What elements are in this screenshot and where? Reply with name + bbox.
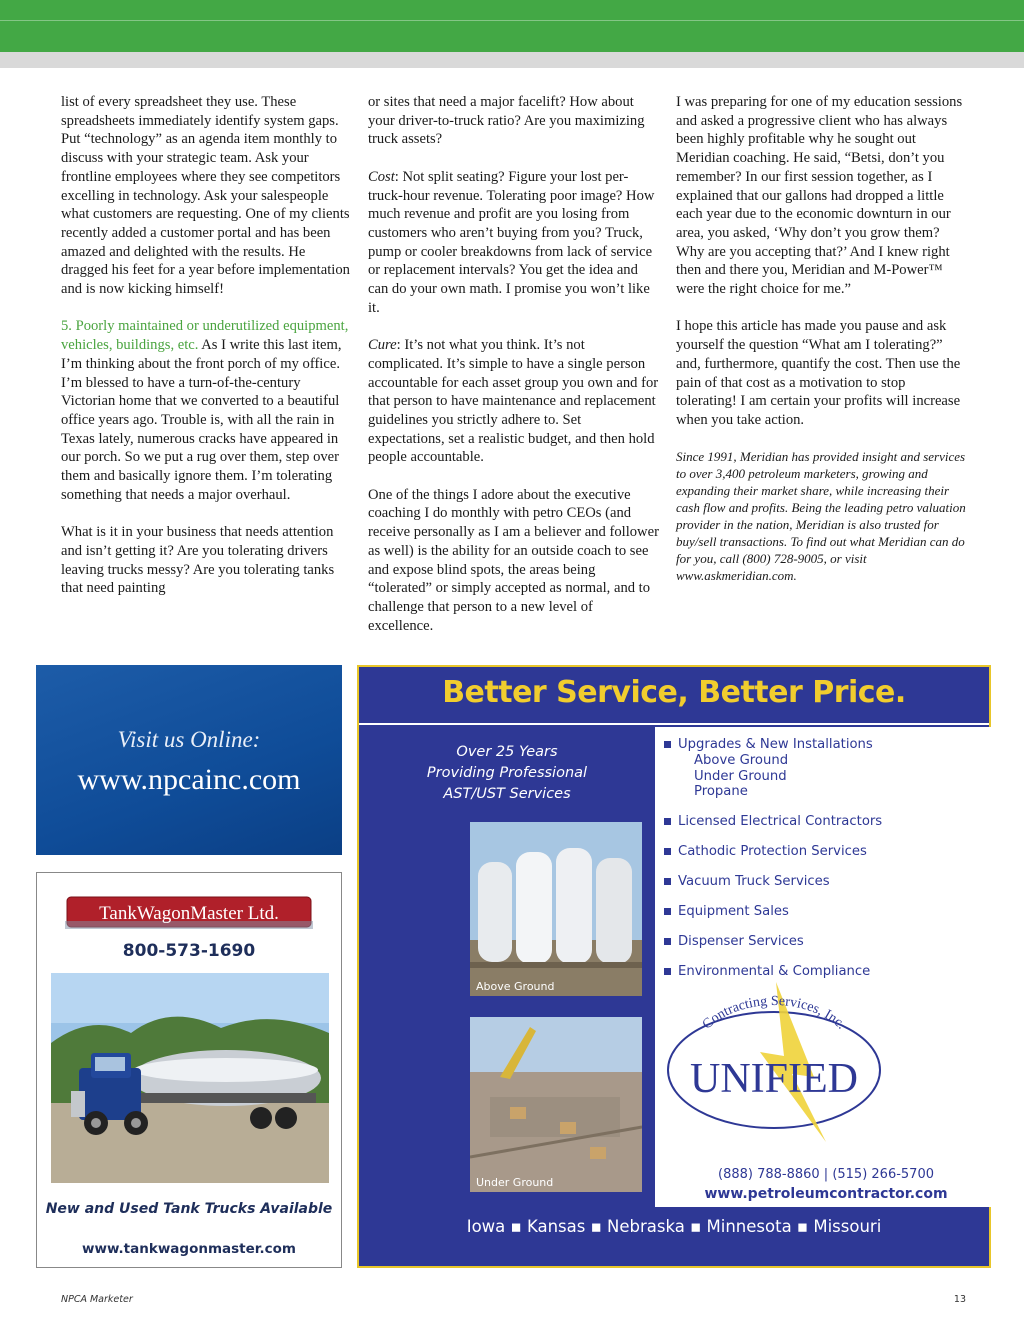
cure-label: Cure [368, 337, 397, 354]
unified-logo [664, 982, 884, 1142]
service-sub-above-ground: Above Ground [694, 753, 789, 768]
service-item: Dispenser Services [664, 934, 984, 950]
article-column-2 [368, 93, 660, 654]
cure-text: : It’s not what you think. It’s not complicated. It’s simple to have a single person accountable for each asset group you own and for that person to have maintenance and replacement guidelines you strictly adhere to. Set expectations, set a realistic budget, and then hold people accountable. [368, 337, 659, 466]
cost-label: Cost [368, 168, 395, 185]
service-sub-under-ground: Under Ground [694, 768, 787, 784]
service-item: Cathodic Protection Services [664, 844, 984, 860]
unified-ad[interactable] [357, 665, 991, 1268]
under-ground-site-image [470, 1017, 642, 1192]
article-column-3 [676, 93, 966, 603]
visit-online-ad[interactable] [36, 665, 342, 855]
years-line-1: Over 25 Years [456, 744, 558, 760]
years-line-3: AST/UST Services [443, 786, 571, 802]
unified-website-link[interactable]: www.petroleumcontractor.com [704, 1186, 948, 1202]
unified-logo-name: UNIFIED [690, 1056, 858, 1102]
unified-states-list: Iowa ▪ Kansas ▪ Nebraska ▪ Minnesota ▪ Missouri [466, 1217, 882, 1236]
header-divider-line [0, 20, 1024, 21]
col1-paragraph-2 [61, 317, 351, 504]
above-ground-caption: Above Ground [476, 980, 555, 993]
under-ground-photo [470, 1017, 642, 1192]
service-item: Licensed Electrical Contractors [664, 814, 984, 830]
author-note: Since 1991, Meridian has provided insight and services to over 3,400 petroleum marketers, growing and expanding their market share, while increasing their cash flow and profits. Being the leading petro valuation provider in the nation, Meridian is also trusted for buy/sell transactions. To find out what Meridian can do for you, call (800) 728-9005, or visit www.askmeridian.com. [676, 449, 966, 584]
col1-paragraph-3: What is it in your business that needs attention and isn’t getting it? Are you tolerating drivers leaving trucks messy? Are you tolerating tanks that need painting [61, 524, 335, 597]
service-item: Environmental & Compliance [664, 964, 984, 980]
col2-cost-paragraph [368, 168, 660, 318]
cost-text: : Not split seating? Figure your lost per-truck-hour revenue. Tolerating poor image? How much revenue and profit are you losing from customers who aren’t buying from you? Truck, pump or cooler breakdowns from lack of service or replacement intervals? You get the idea and can do your own math. I promise you won’t like it. [368, 168, 655, 316]
tankwagon-phone: 800-573-1690 [122, 941, 256, 961]
tankwagon-logo [65, 887, 313, 937]
above-ground-photo [470, 822, 642, 996]
services-list [664, 737, 984, 994]
tankwagon-ad[interactable] [36, 872, 342, 1268]
service-item: Equipment Sales [664, 904, 984, 920]
tankwagon-tagline: New and Used Tank Trucks Available [45, 1201, 333, 1217]
years-line-2: Providing Professional [426, 765, 588, 781]
unified-experience-text [359, 742, 655, 805]
col3-paragraph-2: I hope this article has made you pause and ask yourself the question “What am I tolerating?” and, furthermore, quantify the cost. Then use the pain of that cost as a motivation to stop tolerating! I am certain your profits will increase when you take action. [676, 318, 961, 428]
npca-website-link[interactable]: www.npcainc.com [77, 763, 301, 796]
col2-paragraph-4: One of the things I adore about the executive coaching I do monthly with petro CEOs (and receive personally as I am a believer and follower as well) is the ability for an outside coach to see and expose blind spots, the areas being “tolerated” or simply accepted as normal, and to challenge that person to a new level of excellence. [368, 486, 659, 634]
header-grey-bar [0, 52, 1024, 68]
col1-paragraph-2-text: As I write this last item, I’m thinking about the front porch of my office. I’m blessed to have a turn-of-the-century Victorian home that we converted to a beautiful office years ago. Trouble is, with all the rain in Texas lately, numerous cracks have appeared in our porch. So we put a rug over them, step over them and basically ignore them. I’m tolerating something that needs a major overhaul. [61, 337, 342, 503]
col3-paragraph-1: I was preparing for one of my education sessions and asked a progressive client who has always been highly profitable why he sought out Meridian coaching. He said, “Betsi, don’t you remember? In our first session together, as I explained that our gallons had dropped a little each year due to the economic downturn in our area, you asked, ‘Why don’t you grow them? Why are you accepting that?’ And I knew right then and there you, Meridian and M-Power™ were the right choice for me.” [676, 94, 963, 298]
footer-page-number: 13 [953, 1294, 966, 1305]
tankwagon-website-link[interactable]: www.tankwagonmaster.com [82, 1241, 296, 1257]
service-upgrades: Upgrades & New Installations [678, 737, 873, 752]
article-column-1 [61, 93, 351, 617]
col2-cure-paragraph [368, 336, 660, 467]
section-heading-5: 5. Poorly maintained or underutilized equipment, vehicles, buildings, etc. [61, 318, 349, 354]
visit-online-label: Visit us Online: [117, 727, 261, 752]
unified-phone-numbers: (888) 788-8860 | (515) 266-5700 [718, 1167, 934, 1182]
service-item [664, 737, 984, 800]
tank-truck-photo [51, 973, 329, 1183]
service-sub-propane: Propane [694, 784, 748, 799]
footer-publication: NPCA Marketer [61, 1294, 133, 1305]
tankwagon-logo-text: TankWagonMaster Ltd. [99, 903, 279, 924]
under-ground-caption: Under Ground [476, 1176, 554, 1189]
header-green-bar [0, 0, 1024, 52]
col2-paragraph-1: or sites that need a major facelift? How about your driver-to-truck ratio? Are you maximizing truck assets? [368, 94, 645, 148]
above-ground-tanks-image [470, 822, 642, 996]
col1-paragraph-1: list of every spreadsheet they use. These spreadsheets immediately identify system gaps. Put “technology” as an agenda item monthly to discuss with your strategic team. Ask your frontline employees where they see competitors excelling in technology. Ask your salespeople what customers are requesting. One of my clients recently added a customer portal and has been amazed and delighted with the results. He dragged his feet for a year before implementation and is now kicking himself! [61, 94, 350, 298]
service-item: Vacuum Truck Services [664, 874, 984, 890]
unified-headline: Better Service, Better Price. [442, 675, 906, 710]
unified-logo-arc-text: Contracting Services, Inc. [699, 993, 849, 1033]
